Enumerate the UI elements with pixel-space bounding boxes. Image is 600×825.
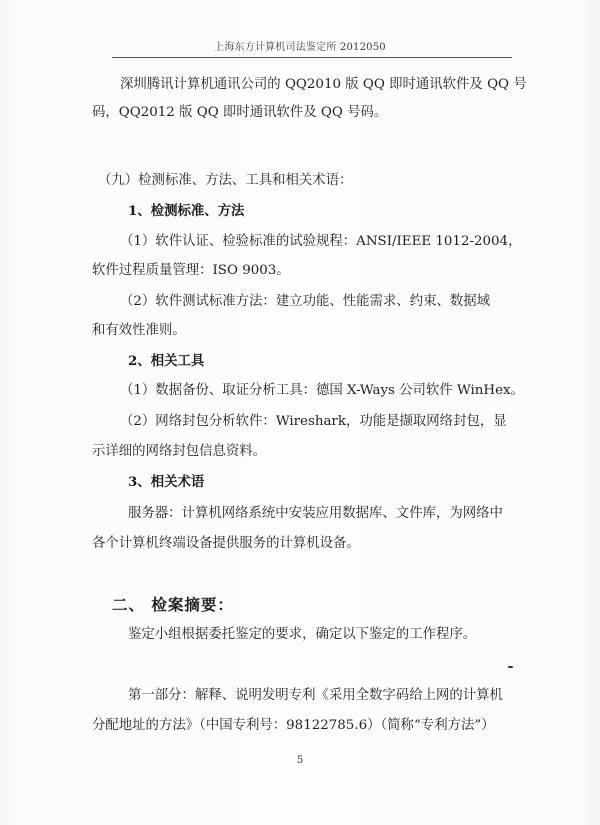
- subsection-1-heading: 1、检测标准、方法: [128, 203, 245, 219]
- section-2-text: 鉴定小组根据委托鉴定的要求，确定以下鉴定的工作程序。: [128, 627, 477, 642]
- intro-line-1: 深圳腾讯计算机通讯公司的 QQ2010 版 QQ 即时通讯软件及 QQ 号: [120, 77, 527, 92]
- part-1-line-1: 第一部分：解释、说明发明专利《采用全数字码给上网的计算机: [128, 688, 503, 703]
- sub1-item1-line-2: 软件过程质量管理：ISO 9003。: [92, 263, 290, 278]
- section-9-heading: （九）检测标准、方法、工具和相关术语：: [98, 173, 353, 188]
- section-2-heading: 二、 检案摘要：: [112, 595, 234, 614]
- sub2-item2-line-1: （2）网络封包分析软件：Wireshark，功能是撷取网络封包，显: [120, 414, 507, 429]
- subsection-3-heading: 3、相关术语: [128, 474, 205, 490]
- intro-line-2: 码，QQ2012 版 QQ 即时通讯软件及 QQ 号码。: [92, 105, 388, 120]
- sub1-item2-line-2: 和有效性准则。: [92, 323, 186, 338]
- part-1-line-2: 分配地址的方法》（中国专利号：98122785.6）（简称“专利方法”）: [92, 718, 495, 733]
- page-number: 5: [296, 755, 304, 766]
- sub3-text-line-1: 服务器：计算机网络系统中安装应用数据库、文件库，为网络中: [128, 506, 503, 521]
- sub2-item2-line-2: 示详细的网络封包信息资料。: [92, 444, 267, 459]
- scan-speck: [508, 666, 513, 668]
- sub1-item2-line-1: （2）软件测试标准方法：建立功能、性能需求、约束、数据域: [120, 294, 491, 309]
- sub1-item1-line-1: （1）软件认证、检验标准的试验规程：ANSI/IEEE 1012-2004，: [120, 234, 522, 249]
- sub3-text-line-2: 各个计算机终端设备提供服务的计算机设备。: [92, 536, 360, 551]
- sub2-item1: （1）数据备份、取证分析工具：德国 X-Ways 公司软件 WinHex。: [120, 383, 524, 398]
- page-header: 上海东方计算机司法鉴定所 2012050: [214, 42, 386, 53]
- subsection-2-heading: 2、相关工具: [128, 353, 205, 369]
